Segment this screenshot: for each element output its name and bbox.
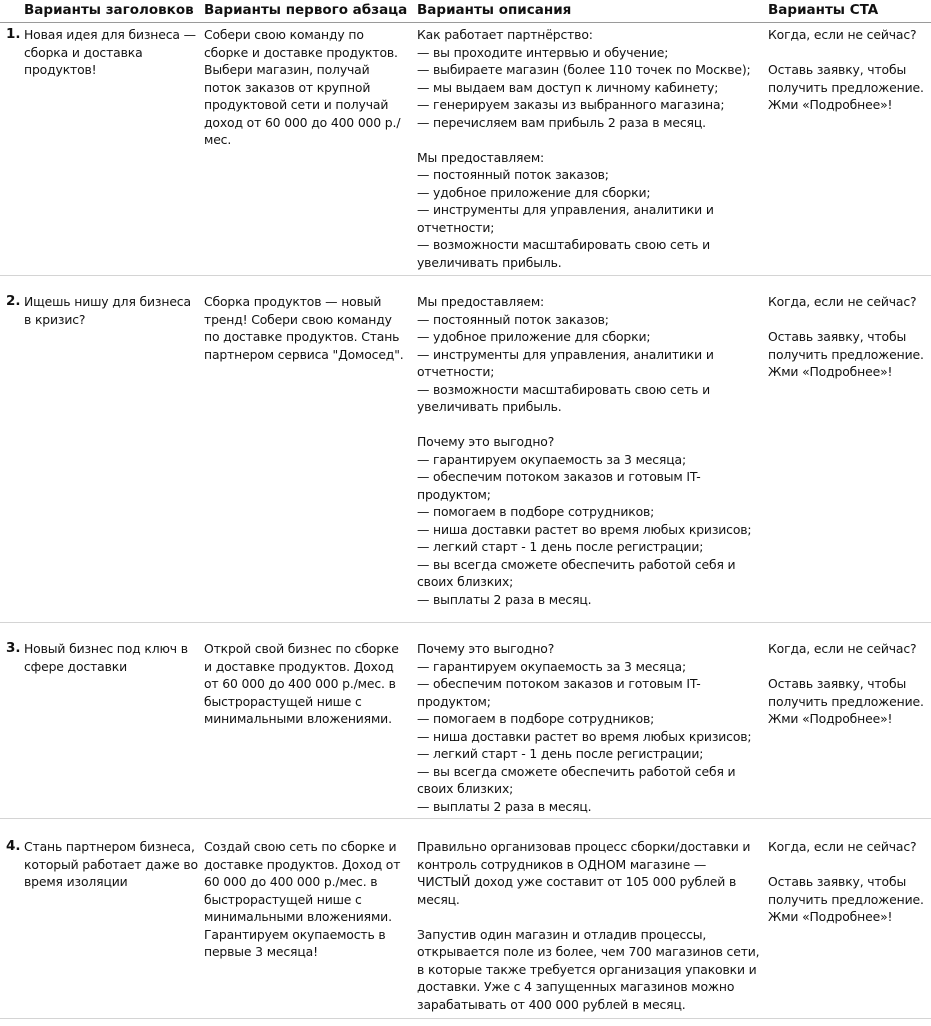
row-number: 2. bbox=[6, 293, 21, 309]
row-divider bbox=[0, 818, 931, 819]
description-variant: Почему это выгодно? — гарантируем окупаемость за 3 месяца; — обеспечим потоком заказов и готовым IT-продуктом; — помогаем в подборе сотрудников; — ниша доставки растет во время любых кризисов; — легкий старт - 1 день после регистрации; — вы всегда сможете обеспечить работой себя и своих близких; — выплаты 2 раза в месяц. bbox=[417, 641, 752, 814]
first-paragraph-variant: Открой свой бизнес по сборке и доставке продуктов. Доход от 60 000 до 400 000 р./мес. в быстрорастущей нише с минимальными вложениями. bbox=[204, 641, 399, 726]
row-divider bbox=[0, 275, 931, 276]
description-variant: Мы предоставляем: — постоянный поток заказов; — удобное приложение для сборки; — инструменты для управления, аналитики и отчетности; — возможности масштабировать свою сеть и увеличивать прибыль. Почему это выгодно? — гарантируем окупаемость за 3 месяца; — обеспечим потоком заказов и готовым IT-продуктом; — помогаем в подборе сотрудников; — ниша доставки растет во время любых кризисов; — легкий старт - 1 день после регистрации; — вы всегда сможете обеспечить работой себя и своих близких; — выплаты 2 раза в месяц. bbox=[417, 294, 752, 607]
cta-variant: Когда, если не сейчас? Оставь заявку, чтобы получить предложение. Жми «Подробнее»! bbox=[768, 27, 924, 112]
headline-variant: Стань партнером бизнеса, который работает даже во время изоляции bbox=[24, 839, 198, 889]
header-description: Варианты описания bbox=[417, 2, 572, 18]
first-paragraph-variant: Сборка продуктов — новый тренд! Собери свою команду по доставке продуктов. Стань партнером сервиса "Домосед". bbox=[204, 294, 404, 362]
headline-variant: Новый бизнес под ключ в сфере доставки bbox=[24, 641, 188, 674]
row-divider bbox=[0, 622, 931, 623]
header-cta: Варианты CTA bbox=[768, 2, 879, 18]
row-number: 3. bbox=[6, 640, 21, 656]
cta-variant: Когда, если не сейчас? Оставь заявку, чтобы получить предложение. Жми «Подробнее»! bbox=[768, 294, 924, 379]
row-number: 4. bbox=[6, 838, 21, 854]
headline-variant: Новая идея для бизнеса — сборка и доставка продуктов! bbox=[24, 27, 196, 77]
header-titles: Варианты заголовков bbox=[24, 2, 194, 18]
first-paragraph-variant: Создай свою сеть по сборке и доставке продуктов. Доход от 60 000 до 400 000 р./мес. в быстрорастущей нише с минимальными вложениями. Гарантируем окупаемость в первые 3 месяца! bbox=[204, 839, 401, 959]
header-first-paragraph: Варианты первого абзаца bbox=[204, 2, 408, 18]
description-variant: Как работает партнёрство: — вы проходите интервью и обучение; — выбираете магазин (более 110 точек по Москве); — мы выдаем вам доступ к личному кабинету; — генерируем заказы из выбранного магазина; — перечисляем вам прибыль 2 раза в месяц. Мы предоставляем: — постоянный поток заказов; — удобное приложение для сборки; — инструменты для управления, аналитики и отчетности; — возможности масштабировать свою сеть и увеличивать прибыль. bbox=[417, 27, 751, 270]
row-divider bbox=[0, 1018, 931, 1019]
first-paragraph-variant: Собери свою команду по сборке и доставке продуктов. Выбери магазин, получай поток заказов от крупной продуктовой сети и получай доход от 60 000 до 400 000 р./мес. bbox=[204, 27, 401, 147]
table-header bbox=[0, 0, 931, 23]
cta-variant: Когда, если не сейчас? Оставь заявку, чтобы получить предложение. Жми «Подробнее»! bbox=[768, 839, 924, 924]
headline-variant: Ищешь нишу для бизнеса в кризис? bbox=[24, 294, 191, 327]
description-variant: Правильно организовав процесс сборки/доставки и контроль сотрудников в ОДНОМ магазине — ЧИСТЫЙ доход уже составит от 105 000 рублей в месяц. Запустив один магазин и отладив процессы, открывается поле из более, чем 700 магазинов сети, в которые также требуется организация упаковки и доставки. Уже с 4 запущенных магазинов можно зарабатывать от 400 000 рублей в месяц. bbox=[417, 839, 760, 1012]
row-number: 1. bbox=[6, 26, 21, 42]
cta-variant: Когда, если не сейчас? Оставь заявку, чтобы получить предложение. Жми «Подробнее»! bbox=[768, 641, 924, 726]
